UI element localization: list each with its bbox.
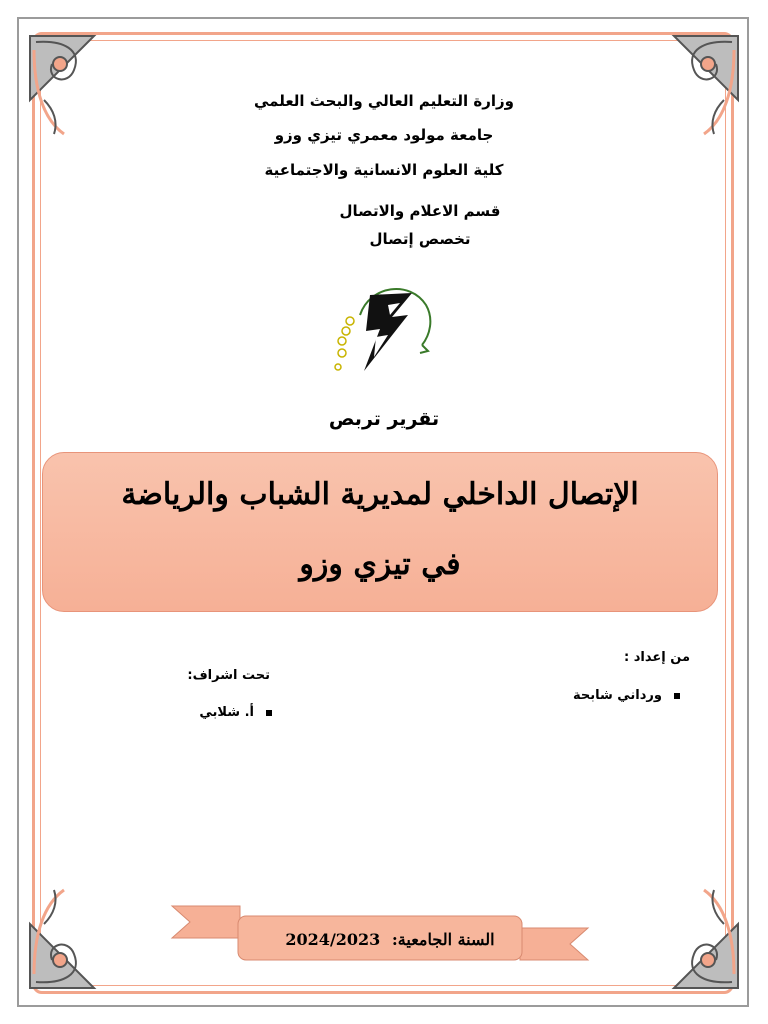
- prepared-by-label: من إعداد :: [624, 650, 690, 665]
- faculty-name: كلية العلوم الانسانية والاجتماعية: [264, 161, 504, 179]
- university-logo-icon: [330, 275, 440, 385]
- university-name: جامعة مولود معمري تيزي وزو: [274, 126, 494, 144]
- academic-year-value: 2024/2023: [285, 930, 381, 949]
- report-title-line-2: في تيزي وزو: [299, 547, 461, 582]
- specialty-name: تخصص إتصال: [369, 230, 471, 248]
- corner-ornament-icon: [668, 884, 744, 994]
- prepared-by-name: ورداني شابحة: [572, 688, 662, 703]
- prepared-by-item: [470, 688, 680, 703]
- supervisor-name: أ. شلابي: [199, 705, 254, 720]
- title-box: [42, 452, 718, 612]
- department-name: قسم الاعلام والاتصال: [339, 202, 501, 220]
- report-title-line-1: الإتصال الداخلي لمديرية الشباب والرياضة: [121, 477, 639, 512]
- ministry-name: وزارة التعليم العالي والبحث العلمي: [253, 92, 515, 110]
- corner-ornament-icon: [668, 30, 744, 140]
- bullet-icon: [266, 710, 272, 716]
- academic-year-label: السنة الجامعية:: [391, 930, 495, 949]
- report-type: تقرير تربص: [328, 408, 440, 430]
- corner-ornament-icon: [24, 30, 100, 140]
- corner-ornament-icon: [24, 884, 100, 994]
- bullet-icon: [674, 693, 680, 699]
- supervisor-item: [150, 705, 272, 720]
- academic-year: [240, 930, 540, 949]
- supervisor-label: تحت اشراف:: [187, 668, 270, 683]
